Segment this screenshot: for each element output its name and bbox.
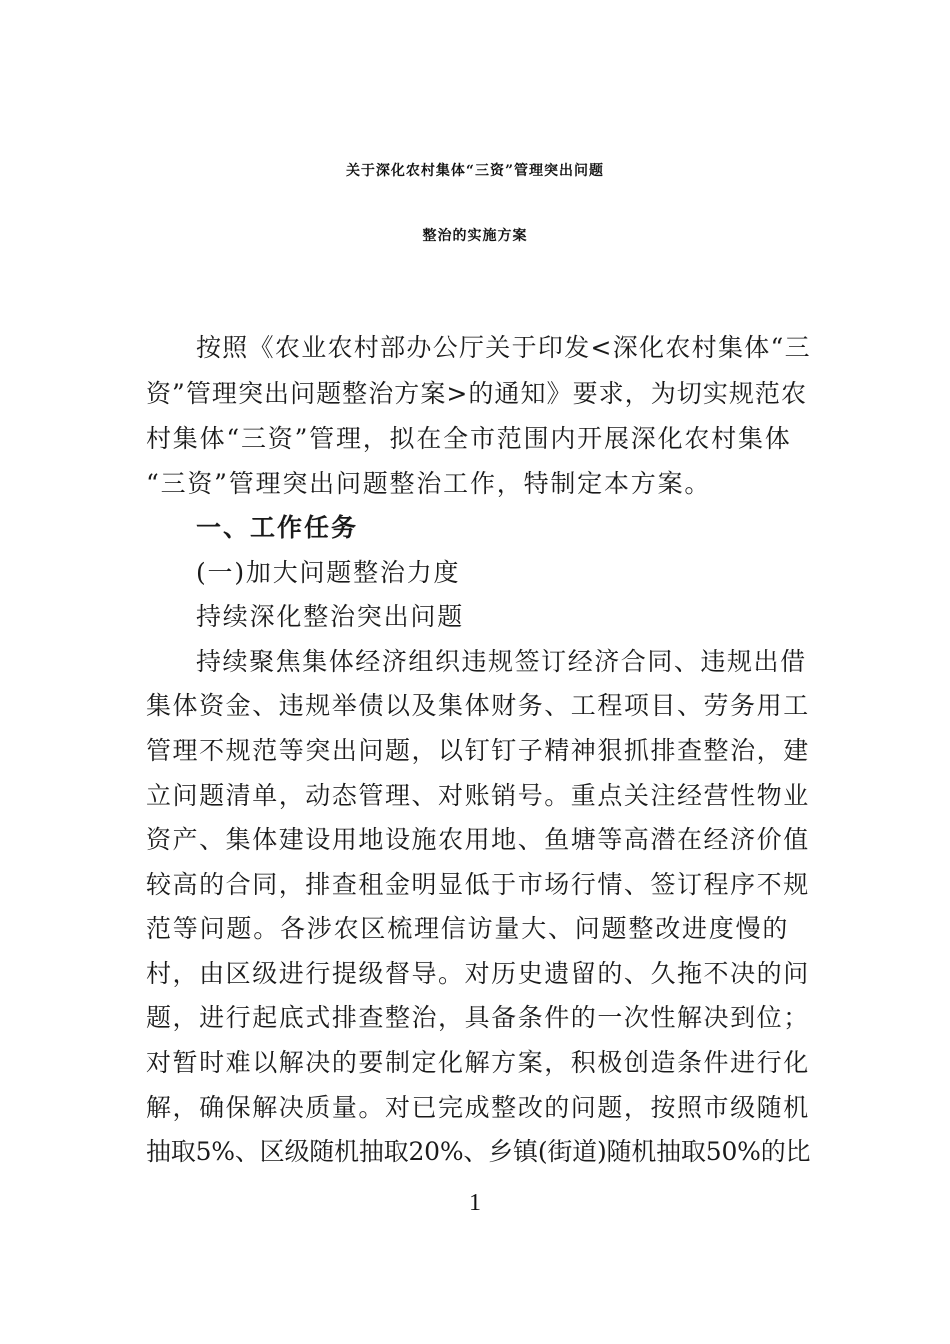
intro-paragraph-line: “三资”管理突出问题整治工作，特制定本方案。: [146, 469, 712, 498]
body-paragraph-line: 村，由区级进行提级督导。对历史遗留的、久拖不决的问: [146, 959, 810, 988]
body-paragraph-line: 持续聚焦集体经济组织违规签订经济合同、违规出借: [196, 647, 807, 676]
section-heading: 一、工作任务: [196, 513, 359, 542]
intro-paragraph-line: 村集体“三资”管理，拟在全市范围内开展深化农村集体: [146, 424, 792, 453]
body-paragraph-line: 管理不规范等突出问题，以钉钉子精神狠抓排查整治，建: [146, 736, 810, 765]
document-title-line-2: 整治的实施方案: [422, 228, 528, 244]
body-paragraph-line: 题，进行起底式排查整治，具备条件的一次性解决到位；: [146, 1003, 810, 1032]
body-paragraph-line: 较高的合同，排查租金明显低于市场行情、签订程序不规: [146, 870, 810, 899]
body-paragraph-line: 范等问题。各涉农区梳理信访量大、问题整改进度慢的: [146, 914, 790, 943]
item-heading: 持续深化整治突出问题: [196, 602, 465, 631]
page-number: 1: [469, 1190, 481, 1216]
body-paragraph-line: 立问题清单，动态管理、对账销号。重点关注经营性物业: [146, 781, 810, 810]
intro-paragraph-line: 资”管理突出问题整治方案>的通知》要求，为切实规范农: [146, 379, 808, 408]
body-paragraph-line: 抽取5%、区级随机抽取20%、乡镇(街道)随机抽取50%的比: [146, 1137, 811, 1166]
subsection-heading: (一)加大问题整治力度: [196, 558, 461, 587]
body-paragraph-line: 集体资金、违规举债以及集体财务、工程项目、劳务用工: [146, 691, 810, 720]
intro-paragraph-line: 按照《农业农村部办公厅关于印发<深化农村集体“三: [196, 333, 811, 362]
body-paragraph-line: 对暂时难以解决的要制定化解方案，积极创造条件进行化: [146, 1048, 810, 1077]
document-title-line-1: 关于深化农村集体“三资”管理突出问题: [345, 163, 605, 179]
body-paragraph-line: 解，确保解决质量。对已完成整改的问题，按照市级随机: [146, 1093, 810, 1122]
body-paragraph-line: 资产、集体建设用地设施农用地、鱼塘等高潜在经济价值: [146, 825, 810, 854]
